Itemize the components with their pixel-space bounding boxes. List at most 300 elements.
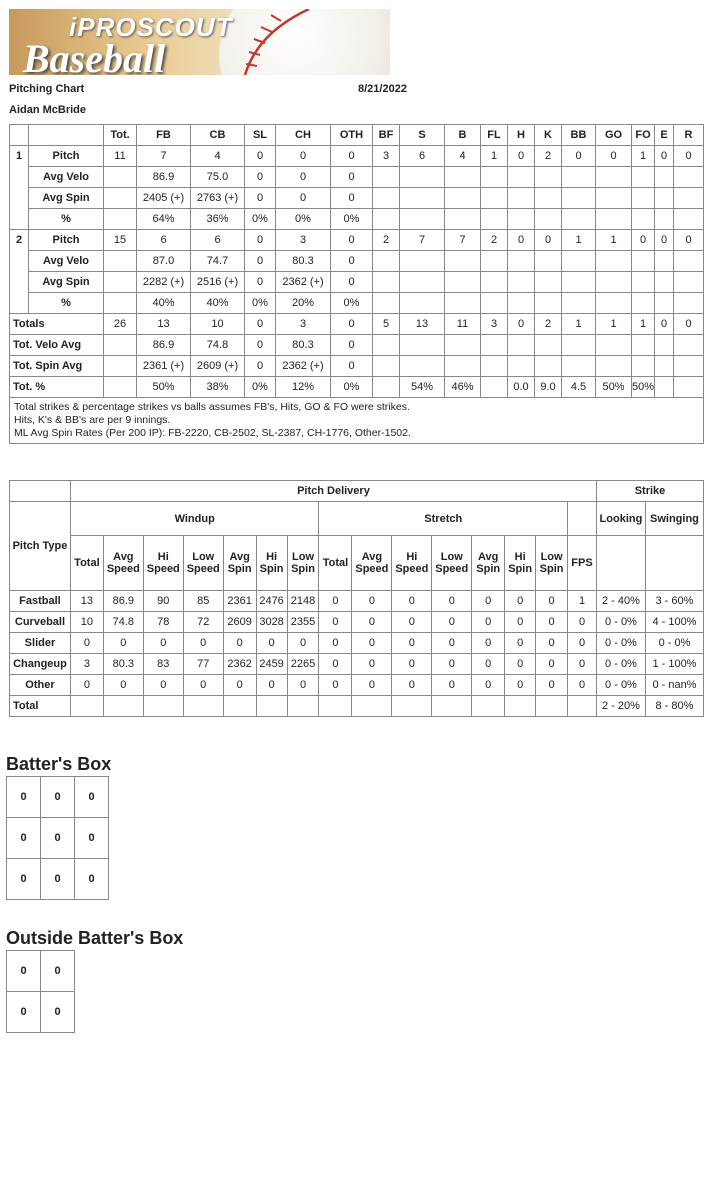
table-cell: 90 bbox=[143, 591, 183, 612]
table-cell: 2 bbox=[535, 314, 562, 335]
column-header: Hi Spin bbox=[256, 536, 287, 591]
totals-row bbox=[10, 356, 704, 377]
table-cell: 0 bbox=[655, 230, 674, 251]
table-cell bbox=[481, 188, 508, 209]
table-cell: 80.3 bbox=[103, 654, 143, 675]
table-cell bbox=[562, 272, 596, 293]
table-cell: 0 bbox=[331, 230, 373, 251]
table-cell: 0 bbox=[319, 591, 352, 612]
table-cell bbox=[508, 167, 535, 188]
pitch-delivery-header: Pitch Delivery bbox=[70, 481, 596, 502]
looking-header: Looking bbox=[596, 502, 645, 536]
inning-number: 1 bbox=[10, 146, 29, 230]
row-label: Avg Velo bbox=[29, 251, 104, 272]
header-empty bbox=[29, 125, 104, 146]
logo-text-bottom: Baseball bbox=[23, 36, 166, 75]
table-row bbox=[10, 591, 704, 612]
table-cell: 2282 (+) bbox=[137, 272, 191, 293]
table-cell: 0 bbox=[432, 654, 472, 675]
inning-number: 2 bbox=[10, 230, 29, 314]
table-cell: 74.8 bbox=[103, 612, 143, 633]
row-label: Pitch bbox=[29, 230, 104, 251]
table-cell bbox=[655, 167, 674, 188]
header-empty bbox=[10, 481, 71, 502]
table-cell: 0 bbox=[472, 591, 505, 612]
table-cell: 2 - 40% bbox=[596, 591, 645, 612]
table-cell: 46% bbox=[445, 377, 481, 398]
table-cell bbox=[481, 335, 508, 356]
notes-cell bbox=[10, 398, 704, 444]
table-cell bbox=[535, 251, 562, 272]
table-cell bbox=[536, 696, 568, 717]
table-cell bbox=[632, 251, 655, 272]
table-cell: 0 bbox=[183, 675, 223, 696]
table-cell bbox=[632, 356, 655, 377]
table-cell bbox=[481, 356, 508, 377]
table-cell: 0 bbox=[245, 146, 276, 167]
table-cell bbox=[352, 696, 392, 717]
table-cell bbox=[373, 377, 400, 398]
table-cell bbox=[104, 167, 137, 188]
column-header: BF bbox=[373, 125, 400, 146]
table-cell: 10 bbox=[191, 314, 245, 335]
table-cell bbox=[508, 188, 535, 209]
table-cell: 2 - 20% bbox=[596, 696, 645, 717]
row-label: Tot. % bbox=[10, 377, 104, 398]
box-cell: 0 bbox=[41, 992, 75, 1033]
table-cell: 0 bbox=[352, 591, 392, 612]
table-cell bbox=[674, 293, 704, 314]
column-header: Avg Spin bbox=[223, 536, 256, 591]
table-cell bbox=[674, 251, 704, 272]
header-row bbox=[10, 502, 704, 536]
table-cell bbox=[373, 272, 400, 293]
column-header: BB bbox=[562, 125, 596, 146]
subheader-row bbox=[10, 536, 704, 591]
table-cell: 0 bbox=[352, 654, 392, 675]
table-cell bbox=[392, 696, 432, 717]
table-cell bbox=[400, 167, 445, 188]
table-cell: 0 bbox=[508, 230, 535, 251]
box-cell: 0 bbox=[41, 818, 75, 859]
table-cell: 0 bbox=[536, 591, 568, 612]
box-cell: 0 bbox=[41, 777, 75, 818]
table-cell: 2362 (+) bbox=[276, 356, 331, 377]
table-cell: 50% bbox=[632, 377, 655, 398]
table-cell: 0 - 0% bbox=[645, 633, 703, 654]
table-cell: 2 bbox=[373, 230, 400, 251]
header-empty bbox=[10, 125, 29, 146]
table-cell: 0 bbox=[319, 654, 352, 675]
table-cell: 80.3 bbox=[276, 251, 331, 272]
table-cell bbox=[481, 209, 508, 230]
table-cell: 0 bbox=[245, 230, 276, 251]
table-cell bbox=[505, 696, 536, 717]
table-cell: 0 bbox=[508, 146, 535, 167]
table-cell: 0 bbox=[508, 314, 535, 335]
pitch-type-header: Pitch Type bbox=[10, 502, 71, 591]
row-label: Changeup bbox=[10, 654, 71, 675]
header-row bbox=[10, 125, 704, 146]
table-cell: 0% bbox=[331, 209, 373, 230]
table-row bbox=[10, 696, 704, 717]
table-cell bbox=[535, 335, 562, 356]
table-cell: 0 bbox=[674, 146, 704, 167]
table-cell: 0 bbox=[276, 167, 331, 188]
table-cell bbox=[632, 335, 655, 356]
table-cell: 0 bbox=[352, 675, 392, 696]
table-cell bbox=[373, 293, 400, 314]
outside-batters-box-title: Outside Batter's Box bbox=[6, 928, 184, 948]
table-cell bbox=[508, 293, 535, 314]
table-cell: 0 bbox=[472, 675, 505, 696]
column-header: FB bbox=[137, 125, 191, 146]
table-cell bbox=[674, 377, 704, 398]
table-cell: 0 bbox=[70, 675, 103, 696]
note-line: ML Avg Spin Rates (Per 200 IP): FB-2220, CB-2502, SL-2387, CH-1776, Other-1502. bbox=[14, 427, 411, 439]
table-cell bbox=[143, 696, 183, 717]
chart-date: 8/21/2022 bbox=[358, 83, 407, 95]
table-cell: 0 - nan% bbox=[645, 675, 703, 696]
table-cell: 0 bbox=[245, 314, 276, 335]
row-label: Avg Spin bbox=[29, 272, 104, 293]
table-row bbox=[10, 146, 704, 167]
totals-row bbox=[10, 335, 704, 356]
column-header: CB bbox=[191, 125, 245, 146]
table-cell: 0 bbox=[331, 251, 373, 272]
table-cell: 4 bbox=[191, 146, 245, 167]
table-cell bbox=[400, 335, 445, 356]
table-cell: 2476 bbox=[256, 591, 287, 612]
table-cell: 0 bbox=[256, 633, 287, 654]
table-cell bbox=[655, 272, 674, 293]
table-cell: 2148 bbox=[287, 591, 319, 612]
table-cell: 0% bbox=[331, 377, 373, 398]
table-cell: 85 bbox=[183, 591, 223, 612]
table-row bbox=[10, 675, 704, 696]
column-header: CH bbox=[276, 125, 331, 146]
row-label: Total bbox=[10, 696, 71, 717]
table-cell: 0 bbox=[536, 654, 568, 675]
box-row bbox=[7, 992, 75, 1033]
table-cell bbox=[596, 251, 632, 272]
table-cell: 0 bbox=[568, 654, 597, 675]
table-cell: 0 bbox=[352, 612, 392, 633]
table-cell: 0 bbox=[223, 675, 256, 696]
table-cell bbox=[655, 251, 674, 272]
table-cell: 2355 bbox=[287, 612, 319, 633]
table-cell bbox=[104, 293, 137, 314]
table-cell: 86.9 bbox=[103, 591, 143, 612]
table-cell bbox=[596, 293, 632, 314]
table-cell bbox=[445, 293, 481, 314]
table-cell bbox=[445, 356, 481, 377]
column-header: Total bbox=[70, 536, 103, 591]
table-cell: 0% bbox=[276, 209, 331, 230]
table-cell: 36% bbox=[191, 209, 245, 230]
table-cell bbox=[256, 696, 287, 717]
column-header: E bbox=[655, 125, 674, 146]
table-cell: 0 bbox=[331, 167, 373, 188]
table-cell: 2362 (+) bbox=[276, 272, 331, 293]
table-cell: 40% bbox=[191, 293, 245, 314]
table-cell bbox=[562, 335, 596, 356]
table-cell: 0 - 0% bbox=[596, 675, 645, 696]
column-header: B bbox=[445, 125, 481, 146]
table-cell: 0 bbox=[143, 675, 183, 696]
table-cell bbox=[562, 167, 596, 188]
logo-text-top: iPROSCOUT bbox=[69, 12, 233, 42]
table-cell: 1 bbox=[562, 230, 596, 251]
table-cell: 64% bbox=[137, 209, 191, 230]
column-header: FL bbox=[481, 125, 508, 146]
table-cell bbox=[655, 209, 674, 230]
table-cell bbox=[373, 356, 400, 377]
table-row bbox=[10, 167, 704, 188]
table-cell bbox=[632, 293, 655, 314]
totals-row bbox=[10, 377, 704, 398]
table-cell: 0 bbox=[505, 612, 536, 633]
table-cell: 2405 (+) bbox=[137, 188, 191, 209]
table-cell bbox=[223, 696, 256, 717]
row-label: Avg Velo bbox=[29, 167, 104, 188]
table-cell: 0 bbox=[223, 633, 256, 654]
table-cell bbox=[287, 696, 319, 717]
box-cell: 0 bbox=[7, 859, 41, 900]
box-row bbox=[7, 777, 109, 818]
table-cell bbox=[596, 335, 632, 356]
column-header: Total bbox=[319, 536, 352, 591]
table-cell bbox=[373, 251, 400, 272]
table-cell: 2459 bbox=[256, 654, 287, 675]
table-row bbox=[10, 209, 704, 230]
box-cell: 0 bbox=[41, 951, 75, 992]
table-cell: 3 bbox=[373, 146, 400, 167]
table-cell: 0 bbox=[256, 675, 287, 696]
table-cell: 0 bbox=[392, 612, 432, 633]
table-cell bbox=[104, 209, 137, 230]
table-cell: 1 bbox=[481, 146, 508, 167]
table-cell bbox=[674, 335, 704, 356]
table-cell bbox=[535, 356, 562, 377]
box-cell: 0 bbox=[7, 951, 41, 992]
column-header: Avg Speed bbox=[103, 536, 143, 591]
row-label: Tot. Velo Avg bbox=[10, 335, 104, 356]
table-cell bbox=[632, 209, 655, 230]
table-cell: 86.9 bbox=[137, 167, 191, 188]
table-cell: 2763 (+) bbox=[191, 188, 245, 209]
table-cell: 0% bbox=[245, 377, 276, 398]
column-header: Tot. bbox=[104, 125, 137, 146]
column-header: Low Speed bbox=[432, 536, 472, 591]
table-cell: 0 bbox=[245, 188, 276, 209]
table-row bbox=[10, 654, 704, 675]
swinging-header: Swinging bbox=[645, 502, 703, 536]
table-cell: 0 bbox=[319, 633, 352, 654]
table-cell: 2516 (+) bbox=[191, 272, 245, 293]
table-cell: 15 bbox=[104, 230, 137, 251]
totals-row bbox=[10, 314, 704, 335]
table-cell: 0 bbox=[352, 633, 392, 654]
box-row bbox=[7, 859, 109, 900]
table-cell bbox=[445, 188, 481, 209]
table-cell: 10 bbox=[70, 612, 103, 633]
table-cell bbox=[103, 696, 143, 717]
box-cell: 0 bbox=[7, 818, 41, 859]
table-cell: 1 bbox=[596, 314, 632, 335]
table-cell: 0 bbox=[143, 633, 183, 654]
table-cell: 3028 bbox=[256, 612, 287, 633]
column-header: FO bbox=[632, 125, 655, 146]
table-cell: 0 - 0% bbox=[596, 612, 645, 633]
table-cell: 0 bbox=[331, 272, 373, 293]
table-cell: 1 bbox=[596, 230, 632, 251]
table-cell bbox=[674, 209, 704, 230]
table-cell: 0 bbox=[432, 612, 472, 633]
table-cell: 7 bbox=[137, 146, 191, 167]
table-cell bbox=[432, 696, 472, 717]
table-cell bbox=[481, 272, 508, 293]
table-cell: 3 bbox=[276, 230, 331, 251]
table-cell: 11 bbox=[104, 146, 137, 167]
table-cell bbox=[674, 167, 704, 188]
table-cell: 0 bbox=[392, 654, 432, 675]
table-cell: 38% bbox=[191, 377, 245, 398]
column-header: OTH bbox=[331, 125, 373, 146]
table-cell: 0 bbox=[319, 612, 352, 633]
table-row bbox=[10, 272, 704, 293]
box-cell: 0 bbox=[7, 777, 41, 818]
table-cell bbox=[568, 696, 597, 717]
table-cell: 78 bbox=[143, 612, 183, 633]
table-cell bbox=[472, 696, 505, 717]
table-cell: 0 bbox=[536, 612, 568, 633]
table-cell: 0 - 0% bbox=[596, 654, 645, 675]
table-cell bbox=[596, 209, 632, 230]
row-label: Curveball bbox=[10, 612, 71, 633]
table-cell: 0 bbox=[392, 591, 432, 612]
table-cell: 0 bbox=[276, 188, 331, 209]
windup-header: Windup bbox=[70, 502, 319, 536]
table-cell: 74.8 bbox=[191, 335, 245, 356]
table-cell: 0 bbox=[245, 167, 276, 188]
table-row bbox=[10, 633, 704, 654]
table-cell: 2361 (+) bbox=[137, 356, 191, 377]
table-cell bbox=[632, 272, 655, 293]
table-cell bbox=[481, 251, 508, 272]
table-cell bbox=[632, 167, 655, 188]
pitch-delivery-table bbox=[9, 480, 704, 717]
table-cell: 0 bbox=[103, 633, 143, 654]
table-cell bbox=[373, 209, 400, 230]
table-cell: 0 bbox=[183, 633, 223, 654]
table-cell bbox=[655, 356, 674, 377]
box-cell: 0 bbox=[75, 777, 109, 818]
header-row bbox=[10, 481, 704, 502]
table-cell bbox=[562, 188, 596, 209]
table-cell: 6 bbox=[191, 230, 245, 251]
table-cell bbox=[655, 377, 674, 398]
table-cell: 7 bbox=[400, 230, 445, 251]
table-cell: 0 bbox=[392, 633, 432, 654]
table-row bbox=[10, 230, 704, 251]
table-cell: 8 - 80% bbox=[645, 696, 703, 717]
header-empty bbox=[645, 536, 703, 591]
table-cell bbox=[535, 293, 562, 314]
note-line: Total strikes & percentage strikes vs balls assumes FB's, Hits, GO & FO were strikes. bbox=[14, 401, 410, 413]
table-cell: 0 bbox=[568, 612, 597, 633]
table-cell: 0 bbox=[568, 633, 597, 654]
column-header: SL bbox=[245, 125, 276, 146]
table-cell bbox=[562, 251, 596, 272]
column-header: H bbox=[508, 125, 535, 146]
table-cell: 0 bbox=[505, 675, 536, 696]
column-header: Avg Spin bbox=[472, 536, 505, 591]
table-cell bbox=[674, 356, 704, 377]
table-cell bbox=[104, 335, 137, 356]
batters-box-grid bbox=[6, 776, 109, 900]
table-cell bbox=[596, 356, 632, 377]
table-cell: 12% bbox=[276, 377, 331, 398]
table-cell: 0 bbox=[562, 146, 596, 167]
table-cell: 80.3 bbox=[276, 335, 331, 356]
table-cell: 0 bbox=[432, 633, 472, 654]
table-cell: 2265 bbox=[287, 654, 319, 675]
table-cell bbox=[445, 335, 481, 356]
table-cell: 4 - 100% bbox=[645, 612, 703, 633]
table-cell: 1 bbox=[568, 591, 597, 612]
table-cell bbox=[535, 209, 562, 230]
table-cell: 6 bbox=[137, 230, 191, 251]
table-cell: 13 bbox=[400, 314, 445, 335]
table-cell: 2 bbox=[481, 230, 508, 251]
row-label: Fastball bbox=[10, 591, 71, 612]
table-cell: 83 bbox=[143, 654, 183, 675]
table-cell: 11 bbox=[445, 314, 481, 335]
table-cell bbox=[508, 335, 535, 356]
column-header: Hi Spin bbox=[505, 536, 536, 591]
table-cell: 7 bbox=[445, 230, 481, 251]
table-cell bbox=[562, 209, 596, 230]
row-label: Tot. Spin Avg bbox=[10, 356, 104, 377]
row-label: Other bbox=[10, 675, 71, 696]
table-cell bbox=[596, 188, 632, 209]
table-cell bbox=[70, 696, 103, 717]
table-cell bbox=[400, 272, 445, 293]
header-empty bbox=[568, 502, 597, 536]
inning-pitching-table bbox=[9, 124, 704, 444]
table-cell: 0 bbox=[674, 230, 704, 251]
table-cell bbox=[596, 167, 632, 188]
table-row bbox=[10, 188, 704, 209]
table-cell: 1 bbox=[562, 314, 596, 335]
table-cell: 0.0 bbox=[508, 377, 535, 398]
table-cell: 0 bbox=[535, 230, 562, 251]
table-cell: 5 bbox=[373, 314, 400, 335]
table-cell: 0 bbox=[319, 675, 352, 696]
table-cell: 0 bbox=[103, 675, 143, 696]
table-cell: 0 bbox=[331, 188, 373, 209]
box-cell: 0 bbox=[41, 859, 75, 900]
row-label: Totals bbox=[10, 314, 104, 335]
box-cell: 0 bbox=[75, 859, 109, 900]
table-cell bbox=[508, 356, 535, 377]
outside-batters-box-grid bbox=[6, 950, 75, 1033]
table-cell: 74.7 bbox=[191, 251, 245, 272]
table-cell bbox=[445, 251, 481, 272]
table-cell: 3 bbox=[481, 314, 508, 335]
column-header: S bbox=[400, 125, 445, 146]
